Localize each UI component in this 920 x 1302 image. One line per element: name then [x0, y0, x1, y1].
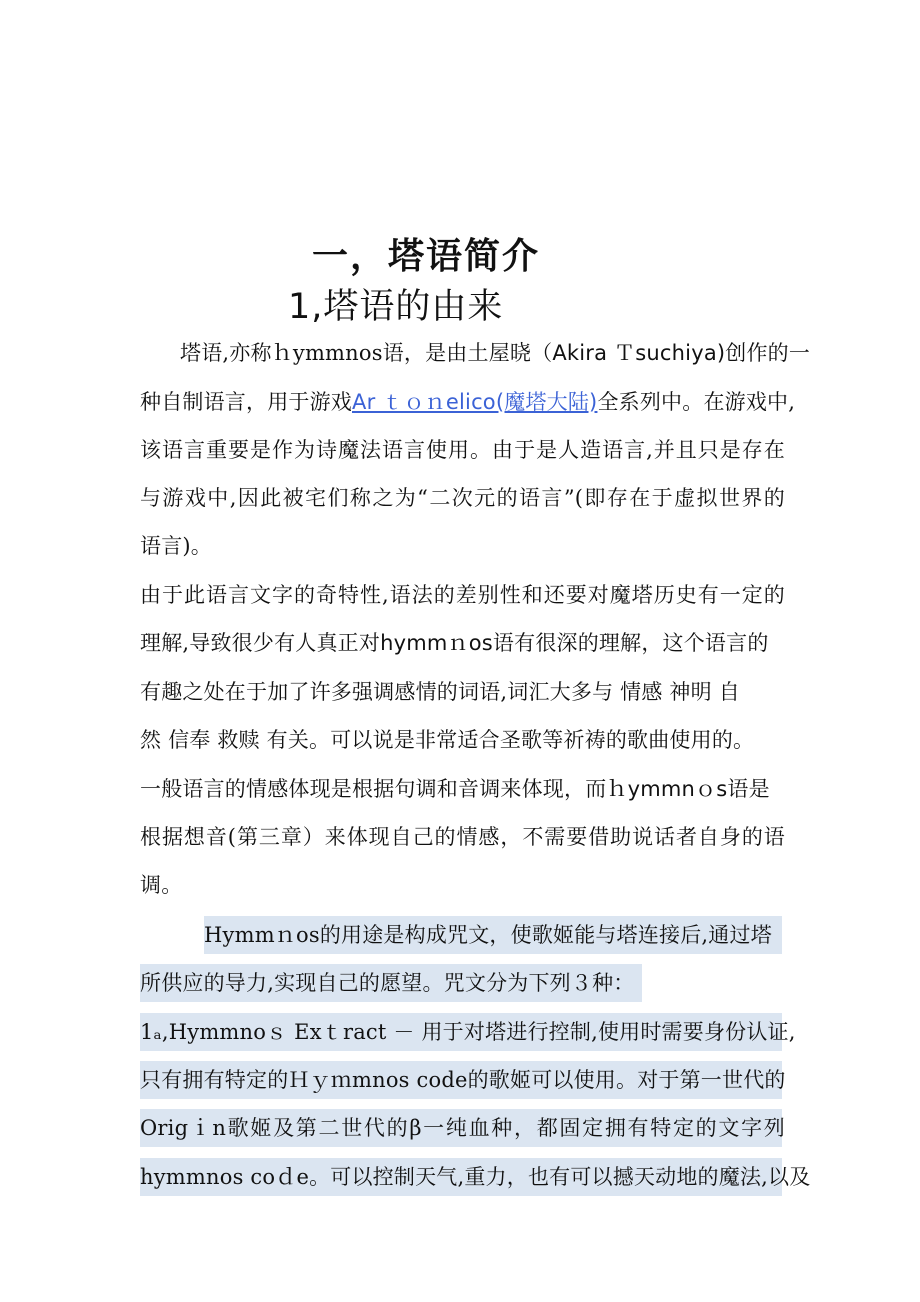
highlight-line-4: 只有拥有特定的Ｈｙｍmnos code的歌姬可以使用。对于第一世代的 — [140, 1068, 786, 1092]
intro-line-1-text-c: 创作的一 — [725, 341, 811, 365]
intro-line-2 — [140, 387, 796, 417]
intro-line-5: 语言)。 — [140, 534, 212, 558]
para2-line-3: 有趣之处在于加了许多强调感情的词语,词汇大多与 情感 神明 自 — [140, 680, 740, 704]
para2-line-2 — [140, 628, 785, 658]
intro-line-2-text-a: 种自制语言，用于游戏 — [140, 390, 352, 414]
highlight-line-2: 所供应的导力,实现自己的愿望。咒文分为下列３种： — [140, 971, 635, 995]
para2-line-5 — [140, 774, 785, 804]
subsection-title: 1,塔语的由来 — [288, 287, 504, 327]
intro-line-1-text-a: 塔语,亦称ｈymmnos语，是由土屋晓（ — [180, 341, 553, 365]
author-name: Akira Ｔsuchiya) — [552, 341, 726, 365]
para2-line-1: 由于此语言文字的奇特性,语法的差别性和还要对魔塔历史有一定的 — [140, 583, 785, 607]
para2-line-2-text-a: 理解,导致很少有人真正对 — [140, 631, 381, 655]
para2-line-5-text-a: 一般语言的情感体现是根据句调和音调来体现，而ｈ — [140, 777, 628, 801]
para2-line-6: 根据想音(第三章）来体现自己的情感，不需要借助说话者自身的语 — [140, 825, 785, 849]
highlight-line-6: hymmnos coｄe。可以控制天气,重力，也有可以撼天动地的魔法,以及 — [140, 1165, 811, 1189]
para2-line-5-text-c: 语是 — [727, 777, 770, 801]
para2-line-2-text-c: 语有很深的理解，这个语言的 — [492, 631, 769, 655]
intro-line-3: 该语言重要是作为诗魔法语言使用。由于是人造语言,并且只是存在 — [140, 438, 785, 462]
game-link[interactable]: Ar ｔｏｎelico(魔塔大陆) — [352, 390, 598, 414]
para2-line-4: 然 信奉 救赎 有关。可以说是非常适合圣歌等祈祷的歌曲使用的。 — [140, 728, 755, 752]
hymmnos-term-2: ymmnｏs — [627, 777, 728, 801]
intro-line-1 — [140, 338, 811, 368]
intro-line-4: 与游戏中,因此被宅们称之为“二次元的语言”(即存在于虚拟世界的 — [140, 486, 785, 510]
hymmnos-term: hymmｎos — [380, 631, 493, 655]
intro-line-2-text-c: 全系列中。在游戏中, — [597, 390, 796, 414]
highlight-line-1: Hymmｎos的用途是构成咒文，使歌姬能与塔连接后,通过塔 — [204, 923, 772, 947]
highlight-line-3: 1ₐ,Hymmnoｓ Exｔract － 用于对塔进行控制,使用时需要身份认证, — [140, 1020, 796, 1044]
highlight-line-5: Origｉn歌姬及第二世代的β一纯血种，都固定拥有特定的文字列 — [140, 1116, 785, 1140]
section-title: 一，塔语简介 — [312, 236, 541, 277]
para2-line-7: 调。 — [140, 873, 183, 897]
